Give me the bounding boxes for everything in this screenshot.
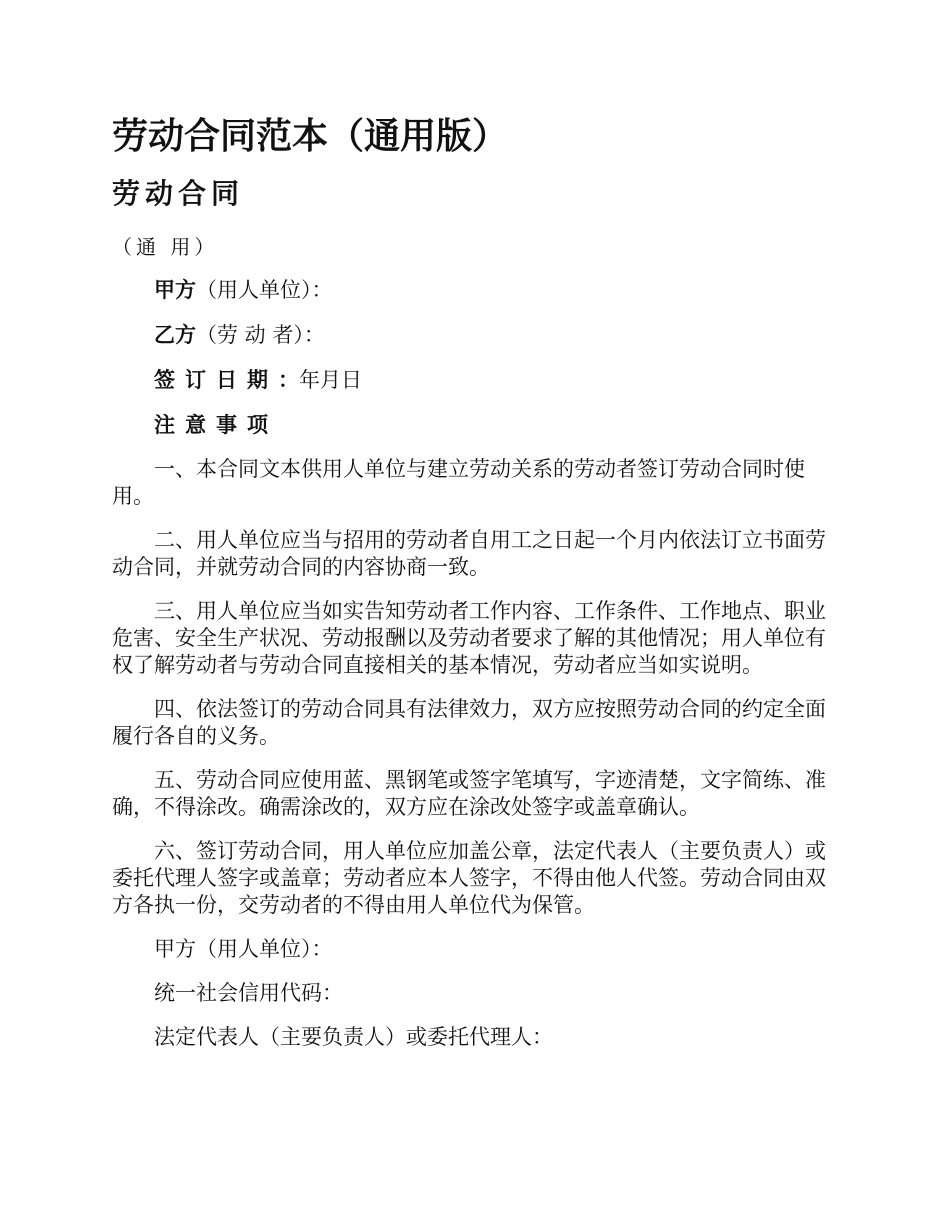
notice-heading-line xyxy=(112,411,842,439)
notice-item-2: 二、用人单位应当与招用的劳动者自用工之日起一个月内依法订立书面劳动合同，并就劳动合同的内容协商一致。 xyxy=(112,528,826,579)
document-body xyxy=(112,276,842,1068)
sign-date-colon: ： xyxy=(278,367,299,392)
party-b-desc: （劳 动 者）： xyxy=(196,323,325,347)
document-subtitle: 劳动合同 xyxy=(112,177,245,210)
party-a-line xyxy=(112,276,842,304)
notice-item-1: 一、本合同文本供用人单位与建立劳动关系的劳动者签订劳动合同时使用。 xyxy=(112,457,805,508)
document-title: 劳动合同范本（通用版） xyxy=(112,115,509,157)
party-b-line xyxy=(112,321,842,349)
representative-field: 法定代表人（主要负责人）或委托代理人： xyxy=(154,1025,553,1049)
party-a-desc: （用人单位）： xyxy=(196,278,333,302)
notice-item-4: 四、依法签订的劳动合同具有法律效力，双方应按照劳动合同的约定全面履行各自的义务。 xyxy=(112,697,826,748)
credit-code-field: 统一社会信用代码： xyxy=(154,981,343,1005)
employer-field: 甲方（用人单位）： xyxy=(154,937,333,961)
party-b-label: 乙方 xyxy=(154,322,196,347)
party-a-label: 甲方 xyxy=(154,277,196,302)
notice-heading: 注意事项 xyxy=(154,412,278,437)
notice-item-6: 六、签订劳动合同，用人单位应加盖公章，法定代表人（主要负责人）或委托代理人签字或盖章；劳动者应本人签字，不得由他人代签。劳动合同由双方各执一份，交劳动者的不得由用人单位代为保管。 xyxy=(112,839,826,917)
sign-date-line xyxy=(112,366,842,394)
document-note: （通 用） xyxy=(112,235,219,259)
sign-date-value: 年月日 xyxy=(299,368,362,392)
sign-date-label: 签订日期 xyxy=(154,367,278,392)
notice-item-3: 三、用人单位应当如实告知劳动者工作内容、工作条件、工作地点、职业危害、安全生产状况、劳动报酬以及劳动者要求了解的其他情况；用人单位有权了解劳动者与劳动合同直接相关的基本情况，劳动者应当如实说明。 xyxy=(112,599,826,677)
notice-item-5: 五、劳动合同应使用蓝、黑钢笔或签字笔填写，字迹清楚，文字简练、准确，不得涂改。确需涂改的，双方应在涂改处签字或盖章确认。 xyxy=(112,768,826,819)
